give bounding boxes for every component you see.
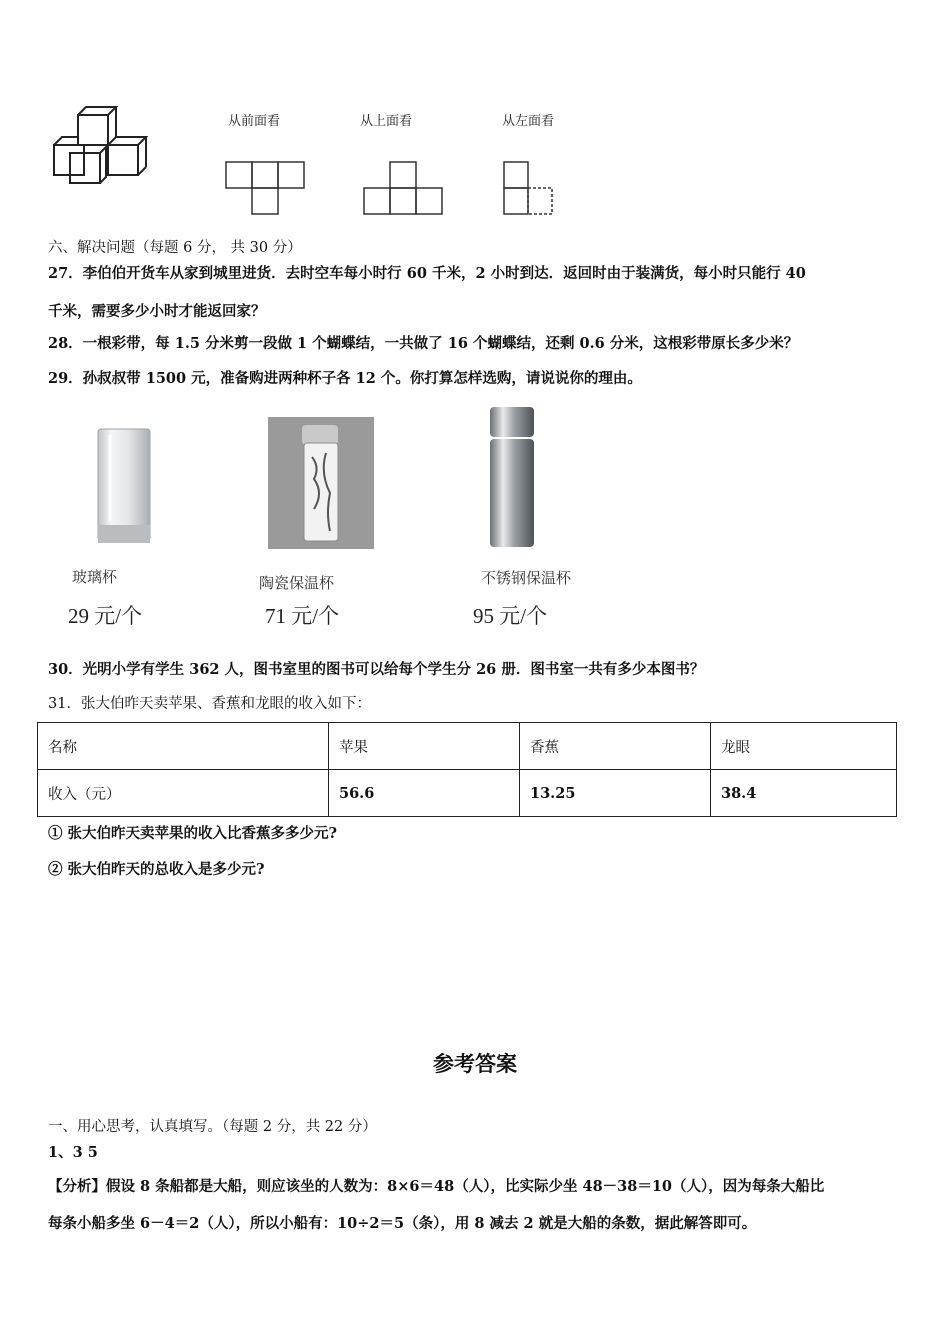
analysis-line2: 每条小船多坐 6－4＝2（人），所以小船有：10÷2＝5（条），用 8 减去 2 就是大船的条数，据此解答即可。 — [48, 1215, 757, 1232]
sub-question-1: ① 张大伯昨天卖苹果的收入比香蕉多多少元? — [48, 825, 338, 842]
table-cell: 56.6 — [329, 770, 520, 817]
q27-line1: 27．李伯伯开货车从家到城里进货．去时空车每小时行 60 千米，2 小时到达．返回时由于装满货，每小时只能行 40 — [48, 265, 806, 282]
table-header-cell: 龙眼 — [711, 723, 897, 770]
q30: 30．光明小学有学生 362 人，图书室里的图书可以给每个学生分 26 册．图书室一共有多少本图书？ — [48, 661, 705, 678]
q29: 29．孙叔叔带 1500 元，准备购进两种杯子各 12 个。你打算怎样选购，请说说你的理由。 — [48, 370, 642, 387]
sub-question-2: ② 张大伯昨天的总收入是多少元? — [48, 861, 265, 878]
q31: 31．张大伯昨天卖苹果、香蕉和龙眼的收入如下： — [48, 696, 371, 712]
stainless-cup-price: 95 元/个 — [473, 604, 548, 628]
ceramic-cup-label: 陶瓷保温杯 — [259, 574, 335, 592]
q28: 28．一根彩带，每 1.5 分米剪一段做 1 个蝴蝶结，一共做了 16 个蝴蝶结，还剩 0.6 分米，这根彩带原长多少米？ — [48, 335, 799, 352]
front-view-label: 从前面看 — [228, 114, 281, 129]
glass-cup-price: 29 元/个 — [68, 604, 143, 628]
left-view-shape — [500, 158, 560, 216]
table-header-cell: 香蕉 — [520, 723, 711, 770]
stainless-cup-label: 不锈钢保温杯 — [481, 569, 572, 587]
top-view-label: 从上面看 — [360, 114, 413, 129]
income-table — [37, 722, 897, 817]
table-header-cell: 名称 — [38, 723, 329, 770]
section6-heading: 六、解决问题（每题 6 分， 共 30 分） — [48, 240, 302, 256]
answer-1: 1、3 5 — [48, 1144, 98, 1161]
answers-title: 参考答案 — [433, 1051, 517, 1076]
front-view-shape — [222, 158, 312, 216]
table-cell: 38.4 — [711, 770, 897, 817]
answers-section1: 一、用心思考，认真填写。（每题 2 分，共 22 分） — [48, 1119, 377, 1135]
q27-line2: 千米，需要多少小时才能返回家？ — [48, 303, 266, 320]
analysis-line1: 【分析】假设 8 条船都是大船，则应该坐的人数为：8×6＝48（人），比实际少坐 48－38＝10（人），因为每条大船比 — [48, 1178, 825, 1195]
table-cell: 13.25 — [520, 770, 711, 817]
table-row — [38, 770, 897, 817]
cube-stack-figure — [48, 105, 148, 190]
stainless-cup-image — [486, 405, 538, 551]
top-view-shape — [360, 158, 450, 216]
table-header-cell: 苹果 — [329, 723, 520, 770]
glass-cup-image — [92, 425, 156, 550]
ceramic-cup-image — [268, 417, 374, 549]
table-header-row — [38, 723, 897, 770]
left-view-label: 从左面看 — [502, 114, 555, 129]
ceramic-cup-price: 71 元/个 — [265, 604, 340, 628]
glass-cup-label: 玻璃杯 — [72, 568, 118, 586]
table-cell: 收入（元） — [38, 770, 329, 817]
